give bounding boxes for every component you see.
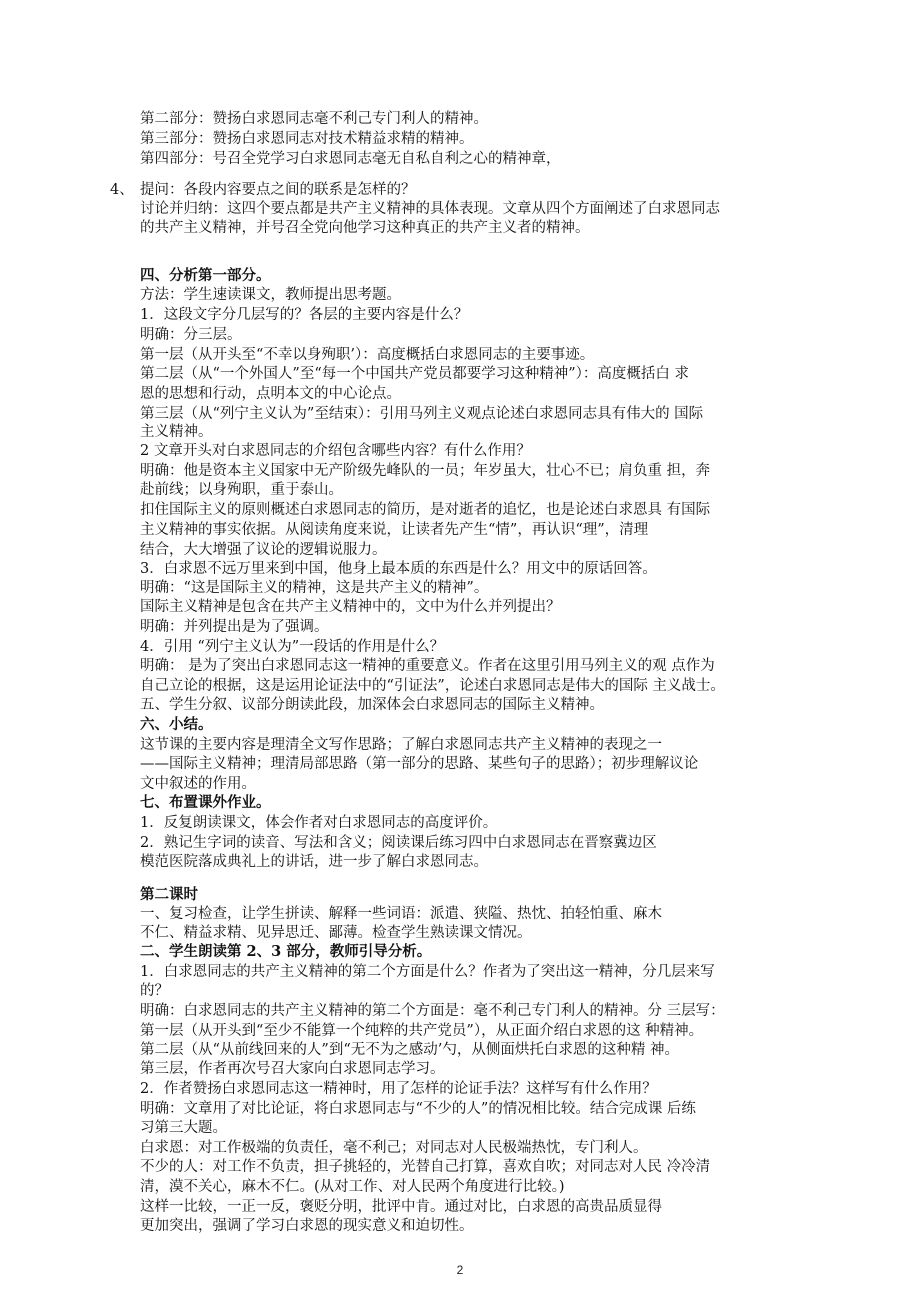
text-line: 3．白求恩不远万里来到中国，他身上最本质的东西是什么？用文中的原话回答。 bbox=[140, 561, 657, 577]
text-line: 4．引用 “列宁主义认为”一段话的作用是什么？ bbox=[140, 639, 445, 655]
text-line: 2 文章开头对白求恩同志的介绍包含哪些内容？有什么作用？ bbox=[140, 443, 531, 459]
text-line: 赴前线；以身殉职，重于泰山。 bbox=[140, 482, 343, 498]
section-heading: 七、布置课外作业。 bbox=[140, 794, 271, 811]
text-line: 文中叙述的作用。 bbox=[140, 776, 256, 792]
text-line: 第四部分：号召全党学习白求恩同志毫无自私自利之心的精神章， bbox=[140, 151, 561, 167]
text-line: 第一层（从开头至“不幸以身殉职’）：高度概括白求恩同志的主要事迹。 bbox=[140, 347, 595, 363]
text-line: 明确：“这是国际主义的精神，这是共产主义的精神”。 bbox=[140, 580, 489, 596]
section-heading: 四、分析第一部分。 bbox=[140, 267, 271, 284]
text-line: 1．反复朗读课文，体会作者对白求恩同志的高度评价。 bbox=[140, 815, 498, 831]
text-line: 方法：学生速读课文，教师提出思考题。 bbox=[140, 287, 401, 303]
text-line: 讨论并归纳：这四个要点都是共产主义精神的具体表现。文章从四个方面阐述了白求恩同志 bbox=[140, 201, 720, 217]
text-line: 的共产主义精神，并号召全党向他学习这种真正的共产主义者的精神。 bbox=[140, 220, 590, 236]
text-line: 第二层（从“从前线回来的人”到“无不为之感动’勺，从侧面烘托白求恩的这种精 神。 bbox=[140, 1042, 679, 1058]
text-line: 明确：白求恩同志的共产主义精神的第二个方面是：毫不利己专门利人的精神。分 三层写： bbox=[140, 1003, 725, 1019]
text-line: ——国际主义精神；理清局部思路（第一部分的思路、某些句子的思路）；初步理解议论 bbox=[140, 756, 699, 772]
text-line: 更加突出，强调了学习白求恩的现实意义和迫切性。 bbox=[140, 1218, 474, 1234]
text-line: 提问：各段内容要点之间的联系是怎样的？ bbox=[140, 182, 416, 198]
section-heading: 六、小结。 bbox=[140, 716, 213, 733]
section-heading: 二、学生朗读第 2、3 部分，教师引导分析。 bbox=[140, 943, 432, 960]
text-line: 明确：他是资本主义国家中无产阶级先峰队的一员；年岁虽大，壮心不已；肩负重 担，奔 bbox=[140, 463, 711, 479]
text-line: 不仁、精益求精、见异思迁、鄙薄。检查学生熟读课文情况。 bbox=[140, 925, 532, 941]
text-line: 明确： 是为了突出白求恩同志这一精神的重要意义。作者在这里引用马列主义的观 点作为 bbox=[140, 658, 715, 674]
text-line: 1．白求恩同志的共产主义精神的第二个方面是什么？作者为了突出这一精神，分几层来写 bbox=[140, 964, 715, 980]
text-line: 国际主义精神是包含在共产主义精神中的，文中为什么并列提出？ bbox=[140, 599, 561, 615]
text-line: 明确：文章用了对比论证，将白求恩同志与“不少的人”的情况相比较。结合完成课 后练 bbox=[140, 1101, 696, 1117]
text-line: 清，漠不关心，麻木不仁。(从对工作、对人民两个角度进行比较。) bbox=[140, 1179, 565, 1195]
text-line: 2．熟记生字词的读音、写法和含义；阅读课后练习四中白求恩同志在晋察冀边区 bbox=[140, 835, 657, 851]
text-line: 不少的人：对工作不负责，担子挑轻的，光替自己打算，喜欢自吹；对同志对人民 冷冷清 bbox=[140, 1159, 711, 1175]
page-number: 2 bbox=[456, 1263, 464, 1277]
text-line: 明确：分三层。 bbox=[140, 327, 242, 343]
text-line: 主义精神的事实依据。从阅读角度来说，让读者先产生“情”，再认识“理”，清理 bbox=[140, 522, 649, 538]
text-line: 模范医院落成典礼上的讲话，进一步了解白求恩同志。 bbox=[140, 854, 488, 870]
text-line: 第三部分：赞扬白求恩同志对技术精益求精的精神。 bbox=[140, 131, 474, 147]
text-line: 五、学生分叙、议部分朗读此段，加深体会白求恩同志的国际主义精神。 bbox=[140, 697, 604, 713]
text-line: 第二部分：赞扬白求恩同志毫不利己专门利人的精神。 bbox=[140, 111, 488, 127]
text-line: 主义精神。 bbox=[140, 424, 213, 440]
section-heading: 第二课时 bbox=[140, 886, 198, 903]
text-line: 2．作者赞扬白求恩同志这一精神时，用了怎样的论证手法？这样写有什么作用？ bbox=[140, 1081, 657, 1097]
item-number: 4、 bbox=[110, 182, 134, 198]
text-line: 第三层，作者再次号召大家向白求恩同志学习。 bbox=[140, 1061, 445, 1077]
text-line: 的？ bbox=[140, 983, 169, 999]
text-line: 第二层（从“一个外国人”至“每一个中国共产党员都要学习这种精神”）：高度概括白 求 bbox=[140, 366, 690, 382]
text-line: 白求恩：对工作极端的负责任，毫不利己；对同志对人民极端热忱，专门利人。 bbox=[140, 1140, 648, 1156]
text-line: 1．这段文字分几层写的？各层的主要内容是什么？ bbox=[140, 307, 469, 323]
text-line: 这节课的主要内容是理清全文写作思路；了解白求恩同志共产主义精神的表现之一 bbox=[140, 737, 662, 753]
text-line: 第一层（从开头到“至少不能算一个纯粹的共产党员”），从正面介绍白求恩的这 种精神。 bbox=[140, 1023, 704, 1039]
text-line: 习第三大题。 bbox=[140, 1120, 227, 1136]
text-line: 这样一比较，一正一反，褒贬分明，批评中肯。通过对比，白求恩的高贵品质显得 bbox=[140, 1199, 662, 1215]
text-line: 恩的思想和行动，点明本文的中心论点。 bbox=[140, 386, 401, 402]
text-line: 第三层（从“列宁主义认为”至结束）：引用马列主义观点论述白求恩同志具有伟大的 国际 bbox=[140, 406, 704, 422]
text-line: 结合，大大增强了议论的逻辑说服力。 bbox=[140, 542, 387, 558]
text-line: 扣住国际主义的原则概述白求恩同志的简历，是对逝者的追忆，也是论述白求恩具 有国际 bbox=[140, 502, 711, 518]
text-line: 自己立论的根据，这是运用论证法中的“引证法”，论述白求恩同志是伟大的国际 主义战士。 bbox=[140, 678, 725, 694]
text-line: 一、复习检查，让学生拼读、解释一些词语：派遣、狭隘、热忱、拍轻怕重、麻木 bbox=[140, 906, 662, 922]
text-line: 明确：并列提出是为了强调。 bbox=[140, 619, 329, 635]
